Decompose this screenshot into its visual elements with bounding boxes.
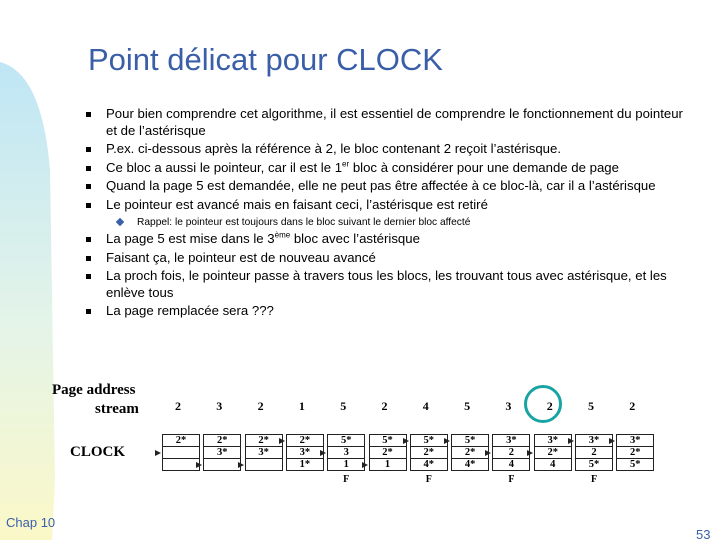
frame-cell: 5* xyxy=(451,434,489,447)
frame-cell: 2* xyxy=(616,446,654,459)
bullet-square-icon xyxy=(86,147,91,152)
frame-cell: 2* xyxy=(451,446,489,459)
frame-cell: 4* xyxy=(410,458,448,471)
bullet-item xyxy=(84,160,684,177)
frame-cell: 1 xyxy=(327,458,365,471)
bullet-square-icon xyxy=(86,166,91,171)
bullet-text-part: Ce bloc a aussi le pointeur, car il est le 1 xyxy=(106,159,343,175)
stream-page-number: 2 xyxy=(629,399,636,413)
bullet-item xyxy=(84,197,684,214)
clock-figure xyxy=(52,380,672,490)
frame-cell: 2 xyxy=(492,446,530,459)
clock-pointer-icon xyxy=(444,438,450,444)
clock-pointer-icon xyxy=(485,450,491,456)
bullet-text: Pour bien comprendre cet algorithme, il est essentiel de comprendre le fonctionnement du pointeur et de l’astérisque xyxy=(106,106,683,138)
bullet-text: Faisant ça, le pointeur est de nouveau avancé xyxy=(106,249,376,265)
stream-page-number: 5 xyxy=(340,399,347,413)
bullet-square-icon xyxy=(86,274,91,279)
stream-page-number: 5 xyxy=(464,399,471,413)
frame-cell: 2* xyxy=(534,446,572,459)
bullet-square-icon xyxy=(86,112,91,117)
page-fault-marker: F xyxy=(590,474,598,485)
frame-cell: 5* xyxy=(410,434,448,447)
clock-pointer-icon xyxy=(403,438,409,444)
bullet-square-icon xyxy=(86,309,91,314)
page-number: 53 xyxy=(696,527,711,542)
stream-page-number: 2 xyxy=(175,399,181,413)
frame-cell: 5* xyxy=(575,458,613,471)
stream-page-number: 4 xyxy=(422,399,429,413)
frame-cell: 5* xyxy=(327,434,365,447)
sub-bullet-item xyxy=(84,216,684,229)
stream-page-number: 2 xyxy=(546,399,553,413)
page-address-label: Page address xyxy=(52,382,136,398)
bullet-square-icon xyxy=(86,184,91,189)
frame-column xyxy=(451,435,489,471)
frame-cell: 3 xyxy=(327,446,365,459)
clock-pointer-icon xyxy=(568,438,574,444)
page-fault-marker: F xyxy=(343,474,350,485)
page-fault-marker: F xyxy=(508,474,515,485)
bullet-text-part: La page 5 est mise dans le 3 xyxy=(106,231,275,246)
frame-column xyxy=(203,435,241,471)
frame-cell: 3* xyxy=(245,446,283,459)
bullet-text: P.ex. ci-dessous après la référence à 2, le bloc contenant 2 reçoit l’astérisque. xyxy=(106,141,561,156)
bullet-text-part: bloc avec l’astérisque xyxy=(290,231,420,246)
clock-pointer-icon xyxy=(155,450,161,456)
bullet-text: La page remplacée sera ??? xyxy=(106,303,274,318)
stream-page-number: 2 xyxy=(257,399,264,413)
frame-column xyxy=(245,435,283,471)
frame-cell: 2* xyxy=(162,434,200,447)
footer-chapter: Chap 10 xyxy=(6,515,56,530)
frame-cell: 3* xyxy=(203,446,241,459)
bullet-square-icon xyxy=(86,203,91,208)
bullet-list xyxy=(84,106,684,320)
bullet-item xyxy=(84,303,684,320)
sub-bullet-text: Rappel: le pointeur est toujours dans le bloc suivant le dernier bloc affecté xyxy=(137,217,471,228)
frame-cell: 2* xyxy=(286,434,324,447)
bullet-text: La proch fois, le pointeur passe à travers tous les blocs, les trouvant tous avec astérisque, et les enlève tous xyxy=(106,268,667,300)
frame-cell: 3* xyxy=(616,434,654,447)
frame-cell: 2 xyxy=(575,446,613,459)
frame-cell: 3* xyxy=(534,434,572,447)
frame-cell: 4 xyxy=(534,458,572,471)
frame-cell xyxy=(203,458,241,471)
frame-column xyxy=(575,435,613,471)
stream-page-number: 3 xyxy=(216,399,223,413)
frame-cell: 3* xyxy=(575,434,613,447)
stream-page-number: 2 xyxy=(381,399,388,413)
stream-label: stream xyxy=(95,401,139,417)
frame-cell: 4* xyxy=(451,458,489,471)
clock-pointer-icon xyxy=(320,450,326,456)
frame-cell: 1 xyxy=(369,458,407,471)
frame-column xyxy=(410,435,448,471)
frame-cell: 2* xyxy=(203,434,241,447)
frame-column xyxy=(616,435,654,471)
clock-pointer-icon xyxy=(196,462,202,468)
clock-pointer-icon xyxy=(527,450,533,456)
bullet-square-icon xyxy=(86,256,91,261)
bullet-item xyxy=(84,231,684,248)
bullet-text-part: bloc à considérer pour une demande de page xyxy=(349,159,619,175)
page-fault-marker: F xyxy=(425,474,432,485)
frame-cell: 5* xyxy=(616,458,654,471)
bullet-item xyxy=(84,250,684,267)
frame-column xyxy=(286,435,324,471)
frame-cell: 1* xyxy=(286,458,324,471)
bullet-item xyxy=(84,268,684,301)
frame-cell: 3* xyxy=(286,446,324,459)
bullet-item xyxy=(84,178,684,195)
frame-cell xyxy=(245,458,283,471)
frame-column xyxy=(534,435,572,471)
frame-cell: 2* xyxy=(245,434,283,447)
diamond-bullet-icon xyxy=(116,218,124,226)
clock-pointer-icon xyxy=(609,438,615,444)
frame-column xyxy=(492,435,530,471)
superscript: ème xyxy=(274,230,291,240)
superscript: er xyxy=(342,159,350,169)
frame-cell: 5* xyxy=(369,434,407,447)
stream-page-number: 1 xyxy=(298,399,305,413)
bullet-item xyxy=(84,106,684,139)
slide-title: Point délicat pour CLOCK xyxy=(88,42,443,77)
stream-page-number: 5 xyxy=(588,399,594,413)
bullet-text: Le pointeur est avancé mais en faisant ceci, l’astérisque est retiré xyxy=(106,196,488,212)
bullet-text: Quand la page 5 est demandée, elle ne peut pas être affectée à ce bloc-là, car il a l’astérisque xyxy=(106,178,656,193)
frame-cell: 2* xyxy=(410,446,448,459)
frame-column xyxy=(162,435,200,471)
frame-cell: 3* xyxy=(492,434,530,447)
clock-pointer-icon xyxy=(279,438,285,444)
algorithm-label: CLOCK xyxy=(70,444,126,460)
clock-pointer-icon xyxy=(362,462,368,468)
frame-column xyxy=(327,435,365,471)
stream-page-number: 3 xyxy=(505,399,512,413)
frame-column xyxy=(369,435,407,471)
bullet-square-icon xyxy=(86,237,91,242)
frame-cell: 4 xyxy=(492,458,530,471)
bullet-item xyxy=(84,141,684,158)
frame-cell xyxy=(162,458,200,471)
clock-pointer-icon xyxy=(238,462,244,468)
frame-cell: 2* xyxy=(369,446,407,459)
